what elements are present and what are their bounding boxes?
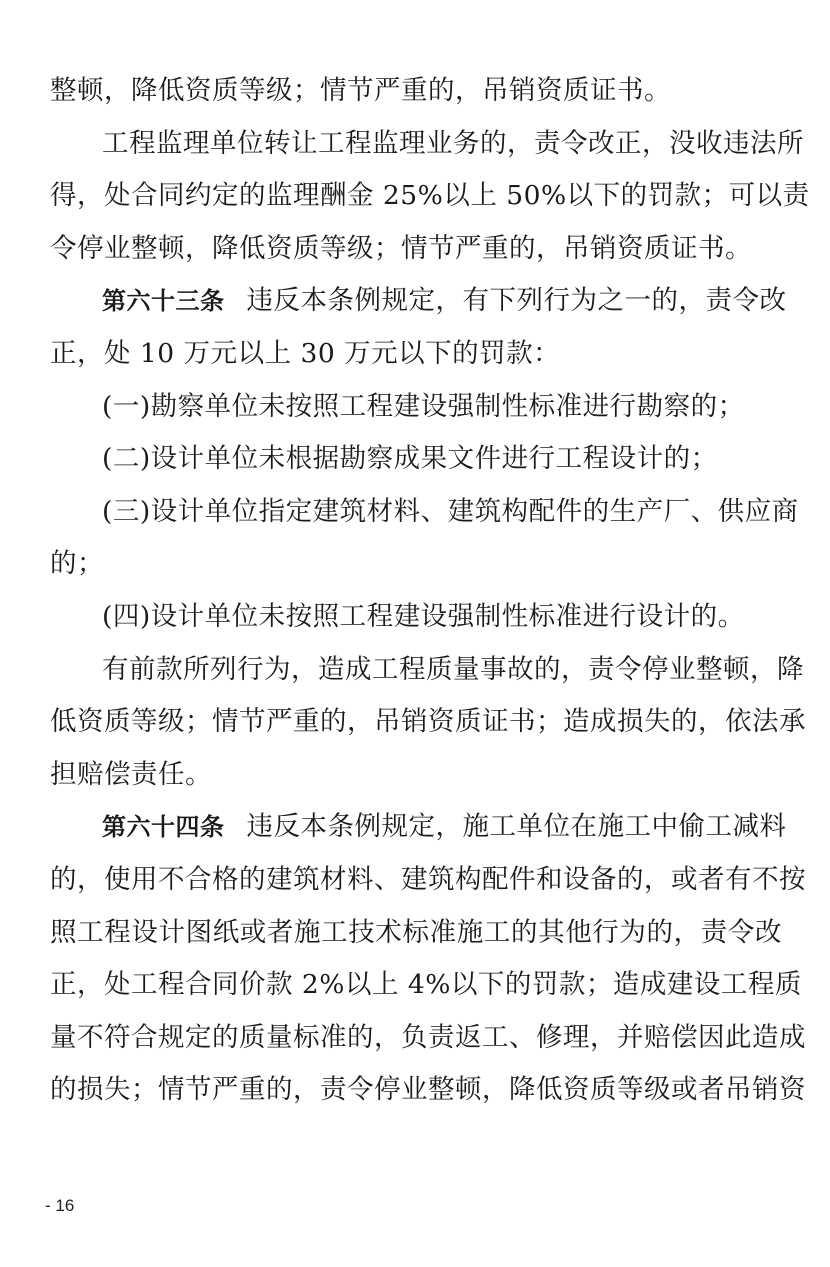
text-line: [50, 862, 806, 915]
text-line: [50, 599, 782, 652]
line-text: 担赔偿责任。: [50, 758, 212, 790]
line-text: (二)设计单位未根据勘察成果文件进行工程设计的；: [102, 443, 718, 475]
article-heading: 第六十三条: [102, 287, 225, 316]
line-text: 的；: [50, 548, 104, 580]
line-text: 工程监理单位转让工程监理业务的，责令改正，没收违法所: [102, 127, 804, 159]
page-number: - 16: [45, 1196, 75, 1215]
text-line: [50, 704, 806, 757]
text-line: [50, 441, 782, 494]
text-line: [50, 389, 782, 442]
line-text: 的损失；情节严重的，责令停业整顿，降低资质等级或者吊销资: [50, 1074, 806, 1106]
text-line: [50, 1020, 806, 1073]
text-line: [50, 283, 787, 336]
text-line: [50, 1072, 806, 1125]
line-text: 的，使用不合格的建筑材料、建筑构配件和设备的，或者有不按: [50, 863, 806, 895]
text-line: [50, 757, 782, 810]
text-line: [50, 73, 782, 126]
article-heading: 第六十四条: [102, 813, 225, 842]
line-text: 违反本条例规定，施工单位在施工中偷工减料: [246, 811, 787, 843]
line-text: 令停业整顿，降低资质等级；情节严重的，吊销资质证书。: [50, 232, 752, 264]
line-text: 量不符合规定的质量标准的，负责返工、修理，并赔偿因此造成: [50, 1021, 806, 1053]
text-line: [50, 809, 787, 862]
line-text: (四)设计单位未按照工程建设强制性标准进行设计的。: [102, 600, 745, 632]
document-body: [50, 73, 810, 1125]
line-text: (三)设计单位指定建筑材料、建筑构配件的生产厂、供应商: [102, 495, 799, 527]
text-line: [50, 967, 802, 1020]
text-line: [50, 494, 799, 547]
line-text: 正，处工程合同价款 2%以上 4%以下的罚款；造成建设工程质: [50, 969, 802, 1001]
line-text: 有前款所列行为，造成工程质量事故的，责令停业整顿，降: [102, 653, 804, 685]
text-line: [50, 231, 782, 284]
text-line: [50, 546, 782, 599]
line-text: 照工程设计图纸或者施工技术标准施工的其他行为的，责令改: [50, 916, 782, 948]
line-text: 违反本条例规定，有下列行为之一的，责令改: [246, 285, 787, 317]
text-line: [50, 652, 804, 705]
line-text: (一)勘察单位未按照工程建设强制性标准进行勘察的；: [102, 390, 745, 422]
line-text: 低资质等级；情节严重的，吊销资质证书；造成损失的，依法承: [50, 706, 806, 738]
text-line: [50, 915, 782, 968]
text-line: [50, 336, 782, 389]
line-text: 整顿，降低资质等级；情节严重的，吊销资质证书。: [50, 75, 671, 106]
text-line: [50, 126, 804, 179]
text-line: [50, 178, 810, 231]
line-text: 正，处 10 万元以上 30 万元以下的罚款：: [50, 337, 561, 369]
line-text: 得，处合同约定的监理酬金 25%以上 50%以下的罚款；可以责: [50, 180, 810, 212]
